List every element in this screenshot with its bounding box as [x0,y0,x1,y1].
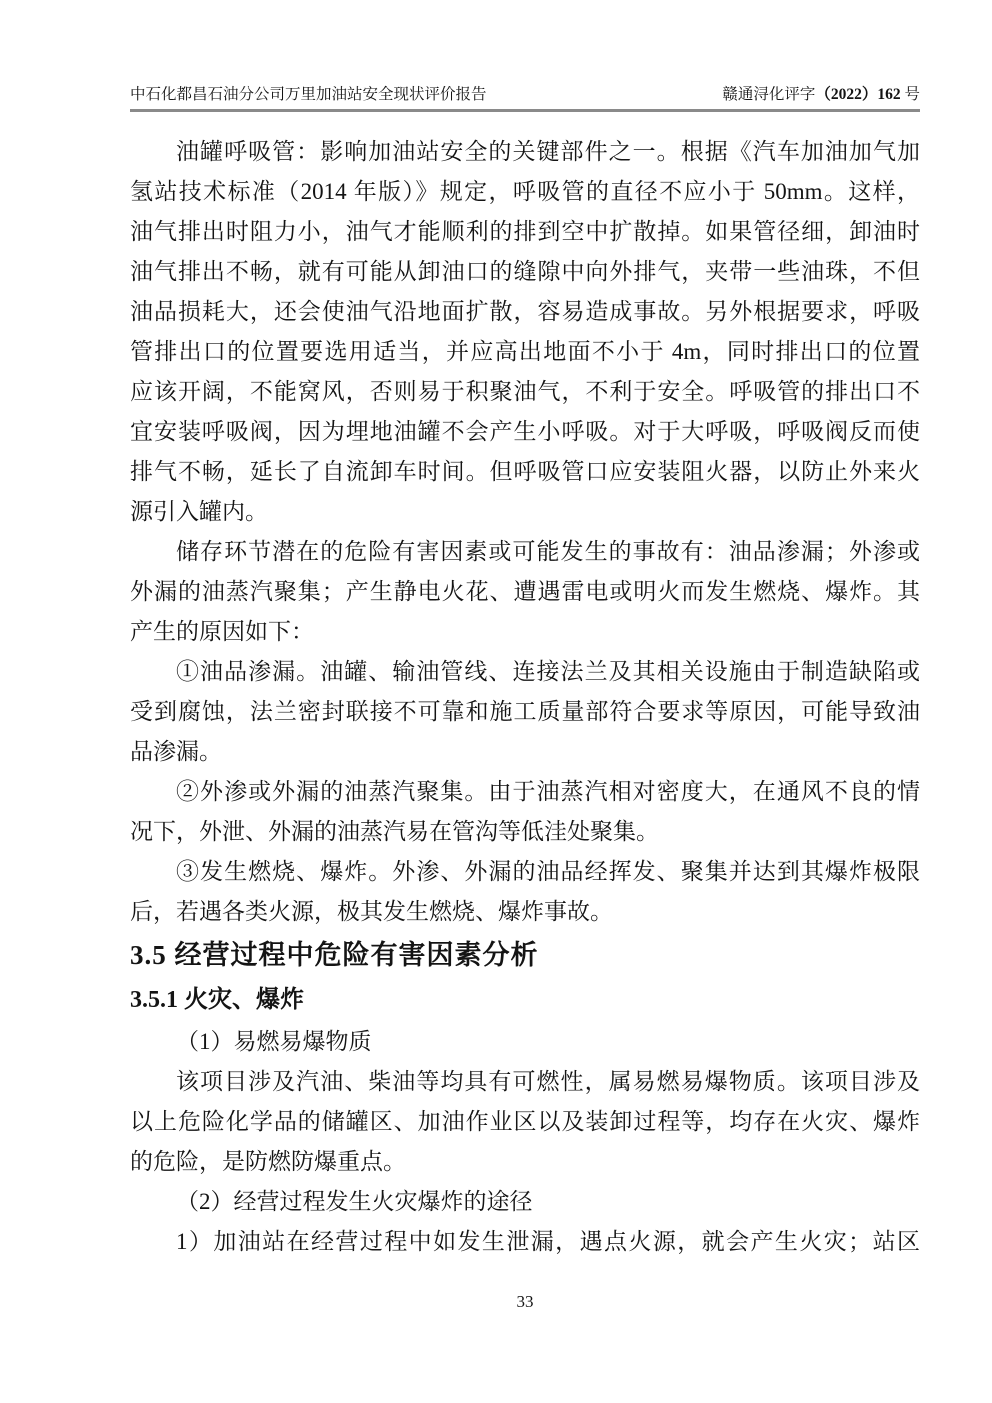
body-line: 后，若遇各类火源，极其发生燃烧、爆炸事故。 [130,899,613,924]
body-line: 应该开阔，不能窝风，否则易于积聚油气，不利于安全。呼吸管的排出口不 [130,379,920,404]
body-line: 以上危险化学品的储罐区、加油作业区以及装卸过程等，均存在火灾、爆炸 [130,1109,920,1134]
body-line: 油罐呼吸管：影响加油站安全的关键部件之一。根据《汽车加油加气加 [176,139,920,164]
subsection-heading-3-5-1: 3.5.1 火灾、爆炸 [130,987,304,1013]
body-line: 源引入罐内。 [130,499,268,524]
body-line: 氢站技术标准（2014 年版）》规定，呼吸管的直径不应小于 50mm。这样， [130,179,920,204]
doc-ref-number: 赣通浔化评字（2022）162 号 [722,86,920,103]
body-line: 储存环节潜在的危险有害因素或可能发生的事故有：油品渗漏；外渗或 [176,539,920,564]
report-title: 中石化都昌石油分公司万里加油站安全现状评价报告 [130,86,487,103]
body-line: （2）经营过程发生火灾爆炸的途径 [176,1189,533,1214]
body-line: ③发生燃烧、爆炸。外渗、外漏的油品经挥发、聚集并达到其爆炸极限 [176,859,920,884]
body-line: 品渗漏。 [130,739,222,764]
header-rule [130,109,920,112]
body-line: 产生的原因如下： [130,619,314,644]
body-line: 管排出口的位置要选用适当，并应高出地面不小于 4m，同时排出口的位置 [130,339,920,364]
body-line: 宜安装呼吸阀，因为埋地油罐不会产生小呼吸。对于大呼吸，呼吸阀反而使 [130,419,920,444]
section-heading-3-5: 3.5 经营过程中危险有害因素分析 [130,940,539,970]
body-line: 油气排出时阻力小，油气才能顺利的排到空中扩散掉。如果管径细，卸油时 [130,219,920,244]
body-line: 况下，外泄、外漏的油蒸汽易在管沟等低洼处聚集。 [130,819,659,844]
body-line: 1）加油站在经营过程中如发生泄漏，遇点火源，就会产生火灾；站区 [176,1229,920,1254]
body-line: ②外渗或外漏的油蒸汽聚集。由于油蒸汽相对密度大，在通风不良的情 [176,779,920,804]
body-line: （1）易燃易爆物质 [176,1029,372,1054]
body-line: 排气不畅，延长了自流卸车时间。但呼吸管口应安装阻火器，以防止外来火 [130,459,920,484]
page-number: 33 [516,1292,534,1311]
page-header [130,84,920,106]
document-body [130,132,920,1262]
body-line: 的危险，是防燃防爆重点。 [130,1149,406,1174]
body-line: 油气排出不畅，就有可能从卸油口的缝隙中向外排气，夹带一些油珠，不但 [130,259,920,284]
body-line: 该项目涉及汽油、柴油等均具有可燃性，属易燃易爆物质。该项目涉及 [176,1069,920,1094]
body-line: 受到腐蚀，法兰密封联接不可靠和施工质量部符合要求等原因，可能导致油 [130,699,920,724]
body-line: 外漏的油蒸汽聚集；产生静电火花、遭遇雷电或明火而发生燃烧、爆炸。其 [130,579,920,604]
body-line: ①油品渗漏。油罐、输油管线、连接法兰及其相关设施由于制造缺陷或 [176,659,920,684]
body-line: 油品损耗大，还会使油气沿地面扩散，容易造成事故。另外根据要求，呼吸 [130,299,920,324]
